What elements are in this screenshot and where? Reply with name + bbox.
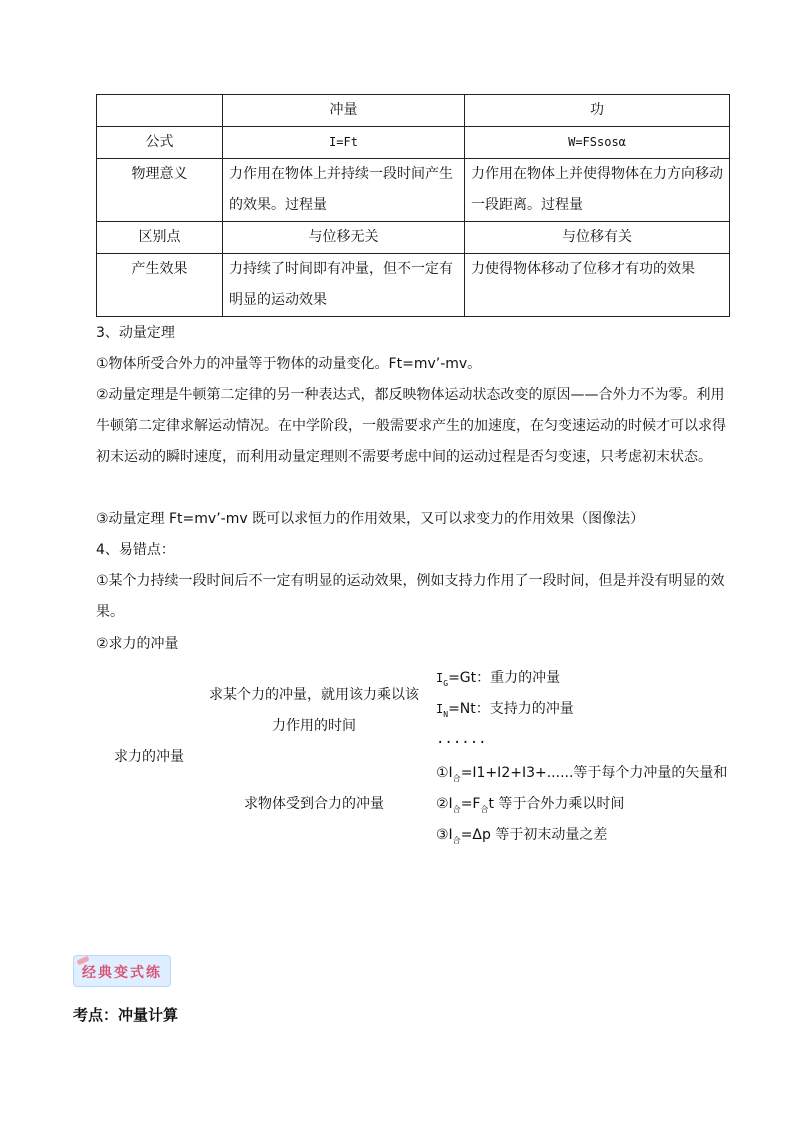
table-cell: 区别点 <box>97 222 223 254</box>
diagram-branch-net-force: 求物体受到合力的冲量 <box>244 796 384 812</box>
section-4-point-1: ①某个力持续一段时间后不一定有明显的运动效果，例如支持力作用了一段时间，但是并没有明显的效果。 <box>96 573 725 620</box>
diagram-item-ellipsis: ...... <box>436 731 487 747</box>
table-cell: W=FSsosα <box>465 127 730 159</box>
comparison-table <box>96 94 730 317</box>
diagram-item-gravity-impulse: $I_G=Gt$：重力的冲量 <box>436 670 561 688</box>
table-cell: 与位移无关 <box>223 222 465 254</box>
exercise-badge-label: 经典变式练 <box>82 965 162 981</box>
section-4-point-2: ②求力的冲量 <box>96 636 179 652</box>
diagram-item-support-impulse: $I_N=Nt$：支持力的冲量 <box>436 701 574 719</box>
diagram-item-momentum-change: $③I_合=\Delta p$ 等于初末动量之差 <box>436 827 608 845</box>
diagram-item-vector-sum: $①I_合=I1+I2+I3+$......等于每个力冲量的矢量和 <box>436 765 728 783</box>
table-row <box>97 159 730 222</box>
table-cell: 公式 <box>97 127 223 159</box>
table-header-impulse: 冲量 <box>223 95 465 127</box>
table-cell <box>97 95 223 127</box>
section-3-point-2: ②动量定理是牛顿第二定律的另一种表达式，都反映物体运动状态改变的原因——合外力不为零。利用牛顿第二定律求解运动情况。在中学阶段，一般需要求产生的加速度，在匀变速运动的时候才可以求得初末运动的瞬时速度，而利用动量定理则不需要考虑中间的运动过程是否匀变速，只考虑初末状态。 <box>96 387 726 465</box>
exercise-badge <box>73 955 171 987</box>
diagram-item-net-force-time: $②I_合=F_合t$ 等于合外力乘以时间 <box>436 796 625 814</box>
section-4-title: 4、易错点： <box>96 542 175 558</box>
table-header-row <box>97 95 730 127</box>
table-cell: 物理意义 <box>97 159 223 222</box>
table-cell: I=Ft <box>223 127 465 159</box>
table-row <box>97 127 730 159</box>
table-header-work: 功 <box>465 95 730 127</box>
table-cell: 产生效果 <box>97 254 223 317</box>
table-cell: 力持续了时间即有冲量，但不一定有明显的运动效果 <box>223 254 465 317</box>
table-row <box>97 254 730 317</box>
table-cell: 与位移有关 <box>465 222 730 254</box>
section-3-point-1: ①物体所受合外力的冲量等于物体的动量变化。Ft=mv’-mv。 <box>96 356 482 372</box>
diagram-root: 求力的冲量 <box>114 749 184 765</box>
section-3-title: 3、动量定理 <box>96 325 175 341</box>
table-cell: 力作用在物体上并使得物体在力方向移动一段距离。过程量 <box>465 159 730 222</box>
section-3-point-3: ③动量定理 Ft=mv’-mv 既可以求恒力的作用效果，又可以求变力的作用效果（图像法） <box>96 511 645 527</box>
diagram-branch-single-force: 求某个力的冲量，就用该力乘以该力作用的时间 <box>209 687 419 734</box>
table-cell: 力使得物体移动了位移才有功的效果 <box>465 254 730 317</box>
table-row <box>97 222 730 254</box>
section-heading: 考点：冲量计算 <box>73 1006 179 1024</box>
table-cell: 力作用在物体上并持续一段时间产生的效果。过程量 <box>223 159 465 222</box>
